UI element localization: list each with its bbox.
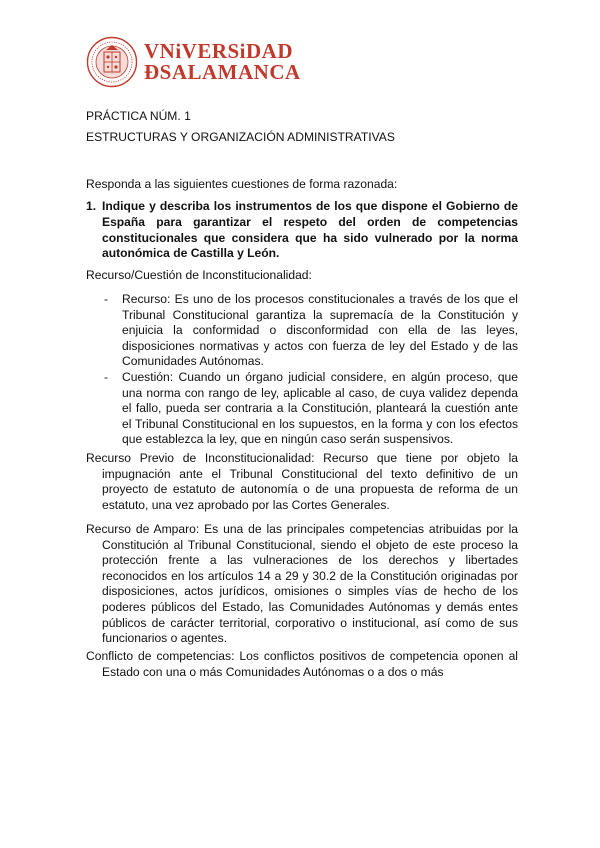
bullet-dash: - — [104, 369, 109, 384]
bullet-text: Cuestión: Cuando un órgano judicial considere, en algún proceso, que una norma con rango de ley, aplicable al caso, de cuya validez dependa el fallo, pueda ser contraria a la Constitución, planteará la cuestión ante el Tribunal Constitucional en los supuestos, en la forma y con los efectos que establezca la ley, que en ningún caso serán suspensivos. — [122, 369, 518, 447]
university-logo — [86, 36, 301, 88]
practice-title: PRÁCTICA NÚM. 1 — [86, 109, 191, 123]
question-text — [102, 199, 518, 262]
university-wordmark — [144, 41, 301, 83]
instructions-text: Responda a las siguientes cuestiones de forma razonada: — [86, 177, 398, 191]
question-1 — [86, 199, 518, 262]
logo-line-1: VNiVERSiDAD — [144, 39, 294, 63]
question-line: constitucionales que considera que ha sido vulnerado por la norma — [102, 230, 518, 245]
recurso-previo-paragraph: Recurso Previo de Inconstitucionalidad: Recurso que tiene por objeto la impugnación ante el Tribunal Constitucional del texto definitivo de un proyecto de estatuto de autonomía o de una propuesta de reforma de un estatuto, una vez aprobado por las Cortes Generales. — [86, 451, 518, 512]
bullet-dash: - — [104, 292, 109, 306]
university-seal-icon — [86, 36, 138, 88]
recurso-bullet-list — [104, 292, 518, 448]
list-item — [104, 370, 518, 448]
practice-subtitle: ESTRUCTURAS Y ORGANIZACIÓN ADMINISTRATIVAS — [86, 130, 395, 144]
list-item — [104, 292, 518, 370]
recurso-label: Recurso/Cuestión de Inconstitucionalidad: — [86, 268, 312, 282]
recurso-amparo-paragraph: Recurso de Amparo: Es una de las principales competencias atribuidas por la Constitución al Tribunal Constitucional, siendo el objeto de este proceso la protección frente a las vulneraciones de los derechos y libertades reconocidos en los artículos 14 a 29 y 30.2 de la Constitución originadas por disposiciones, actos jurídicos, omisiones o simples vías de hecho de los poderes públicos del Estado, las Comunidades Autónomas y demás entes públicos de carácter territorial, corporativo o institucional, así como de sus funcionarios o agentes. — [86, 522, 518, 646]
question-line: España para garantizar el respeto del orden de competencias — [102, 214, 518, 229]
bullet-text: Recurso: Es uno de los procesos constitucionales a través de los que el Tribunal Constitucional garantiza la supremacía de la Constitución y enjuicia la conformidad o disconformidad con ella de las leyes, disposiciones normativas y actos con fuerza de ley del Estado y de las Comunidades Autónomas. — [122, 292, 518, 369]
conflicto-competencias-paragraph: Conflicto de competencias: Los conflictos positivos de competencia oponen al Estado con una o más Comunidades Autónomas o a dos o más — [86, 649, 518, 679]
question-number: 1. — [86, 199, 97, 213]
question-line: autonómica de Castilla y León. — [102, 246, 280, 261]
question-line: Indique y describa los instrumentos de los que dispone el Gobierno de — [102, 199, 518, 213]
logo-line-2: ÐSALAMANCA — [144, 60, 301, 84]
